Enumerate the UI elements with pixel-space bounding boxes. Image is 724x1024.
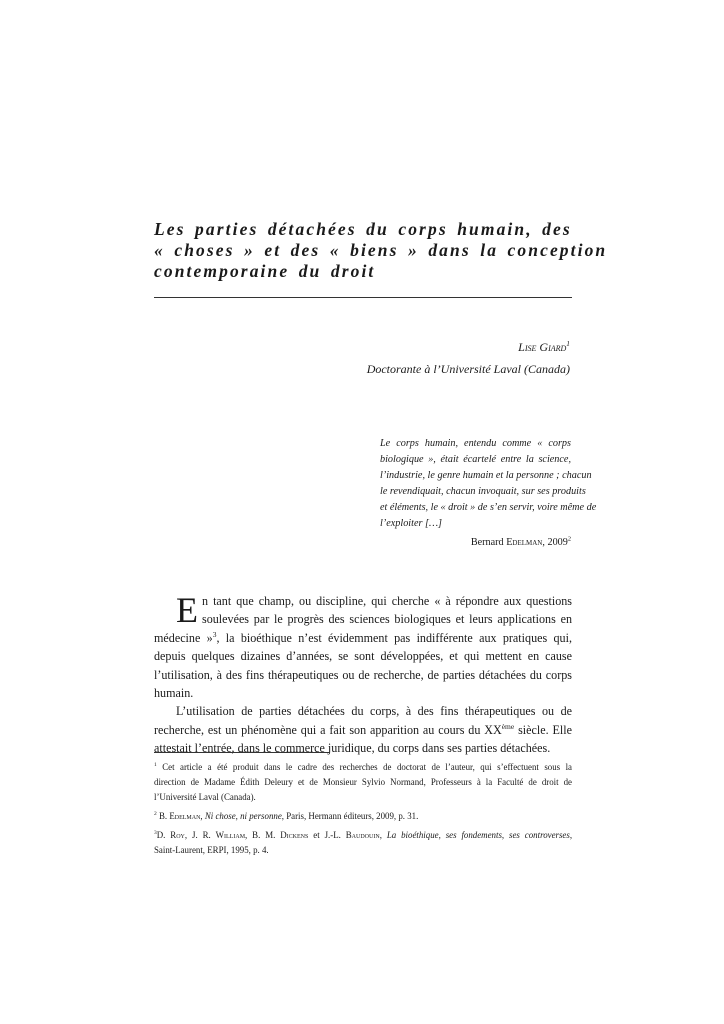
epigraph-source-last: Edelman (506, 537, 543, 548)
epigraph-source-year: , 2009 (542, 537, 568, 548)
footnote-author: B. Edelman, (156, 811, 203, 821)
epigraph-source-first: Bernard (470, 537, 504, 548)
footnote-ref-3[interactable]: 3 (212, 629, 217, 639)
footnote-number: 3 (154, 830, 157, 837)
epigraph-line: l’exploiter […] (380, 518, 442, 529)
footnote-2 (154, 809, 572, 824)
body-segment: siècle. Elle (514, 722, 572, 737)
epigraph (380, 436, 597, 551)
epigraph-line: le revendiquait, chacun invoquait, sur ses produits (380, 486, 586, 497)
article-title (154, 219, 608, 282)
epigraph-line: Le corps humain, entendu comme « corps (380, 438, 571, 449)
body-segment: recherche, est un phénomène qui a fait son apparition au cours du XX (154, 722, 502, 737)
title-line-3: contemporaine du droit (154, 261, 376, 281)
epigraph-line: et éléments, le « droit » de s’en servir, voire même de (380, 502, 597, 513)
footnote-1 (154, 760, 572, 805)
footnote-number: 2 (154, 811, 157, 818)
footnote-line: $^3$D. Roy, J. R. William, B. M. Dickens et J.-L. Baudouin, La bioéthique, ses fondements, ses controverses, (154, 830, 573, 840)
footnote-text: Cet article a été produit dans le cadre des recherches de doctorat de l’auteur, qui s’effectuent sous la (156, 762, 572, 772)
epigraph-note-ref[interactable]: 2 (567, 535, 571, 543)
body-line: soulevées par le progrès des sciences biologiques et leurs applications en (202, 612, 572, 627)
body-segment: médecine » (154, 630, 213, 645)
epigraph-line: l’industrie, le genre humain et la personne ; chacun (380, 470, 592, 481)
drop-cap: E (176, 590, 198, 630)
body-segment: , la bioéthique n’est évidemment pas indifférente aux pratiques qui, (216, 630, 572, 645)
title-line-2: « choses » et des « biens » dans la conception (154, 240, 608, 260)
footnote-author: D. Roy (156, 830, 185, 840)
footnote-author: Baudouin (345, 830, 380, 840)
epigraph-line: biologique », était écartelé entre la science, (380, 454, 571, 465)
footnote-line: l’Université Laval (Canada). (154, 792, 256, 802)
footnote-author: Dickens (280, 830, 309, 840)
footnote-text: , Paris, Hermann éditeurs, 2009, p. 31. (281, 811, 419, 821)
body-text (154, 592, 572, 758)
body-line: humain. (154, 686, 194, 701)
body-line: l’utilisation, à des fins thérapeutiques ou de recherche, de parties détachées du corps (154, 667, 572, 682)
footnote-3 (154, 828, 572, 858)
author-note-ref[interactable]: 1 (566, 339, 570, 348)
footnote-line (154, 809, 572, 824)
title-line-1: Les parties détachées du corps humain, des (154, 219, 572, 239)
footnote-number: 1 (154, 762, 157, 769)
author-name: Lise Giard (518, 340, 567, 354)
footnote-author: William (215, 830, 246, 840)
title-divider (154, 297, 572, 298)
body-line: n tant que champ, ou discipline, qui cherche « à répondre aux questions (202, 594, 572, 608)
body-line: attestait l’entrée, dans le commerce juridique, du corps dans ses parties détachées. (154, 741, 551, 756)
body-line: depuis quelques dizaines d’années, se sont développées, et qui mettent en cause (154, 649, 572, 664)
footnote-line: Saint-Laurent, ERPI, 1995, p. 4. (154, 845, 269, 855)
epigraph-source (380, 535, 571, 551)
body-line (154, 721, 572, 739)
body-line: L’utilisation de parties détachées du corps, à des fins thérapeutiques ou de (176, 704, 572, 719)
footnotes (154, 760, 572, 862)
footnote-text: et J.-L. (308, 830, 346, 840)
footnote-text: , B. M. (245, 830, 281, 840)
footnote-text: , J. R. (184, 830, 216, 840)
footnote-divider (154, 752, 330, 753)
author-affiliation: Doctorante à l’Université Laval (Canada) (366, 362, 570, 376)
author-block (367, 336, 570, 380)
body-line (154, 629, 572, 647)
footnote-work: La bioéthique, ses fondements, ses controverses (386, 830, 570, 840)
footnote-work: Ni chose, ni personne (204, 811, 282, 821)
footnote-line: direction de Madame Édith Deleury et de Monsieur Sylvio Normand, Professeurs à la Faculté de droit de (154, 777, 572, 787)
superscript-eme: ème (501, 721, 515, 731)
footnote-line (154, 760, 572, 775)
